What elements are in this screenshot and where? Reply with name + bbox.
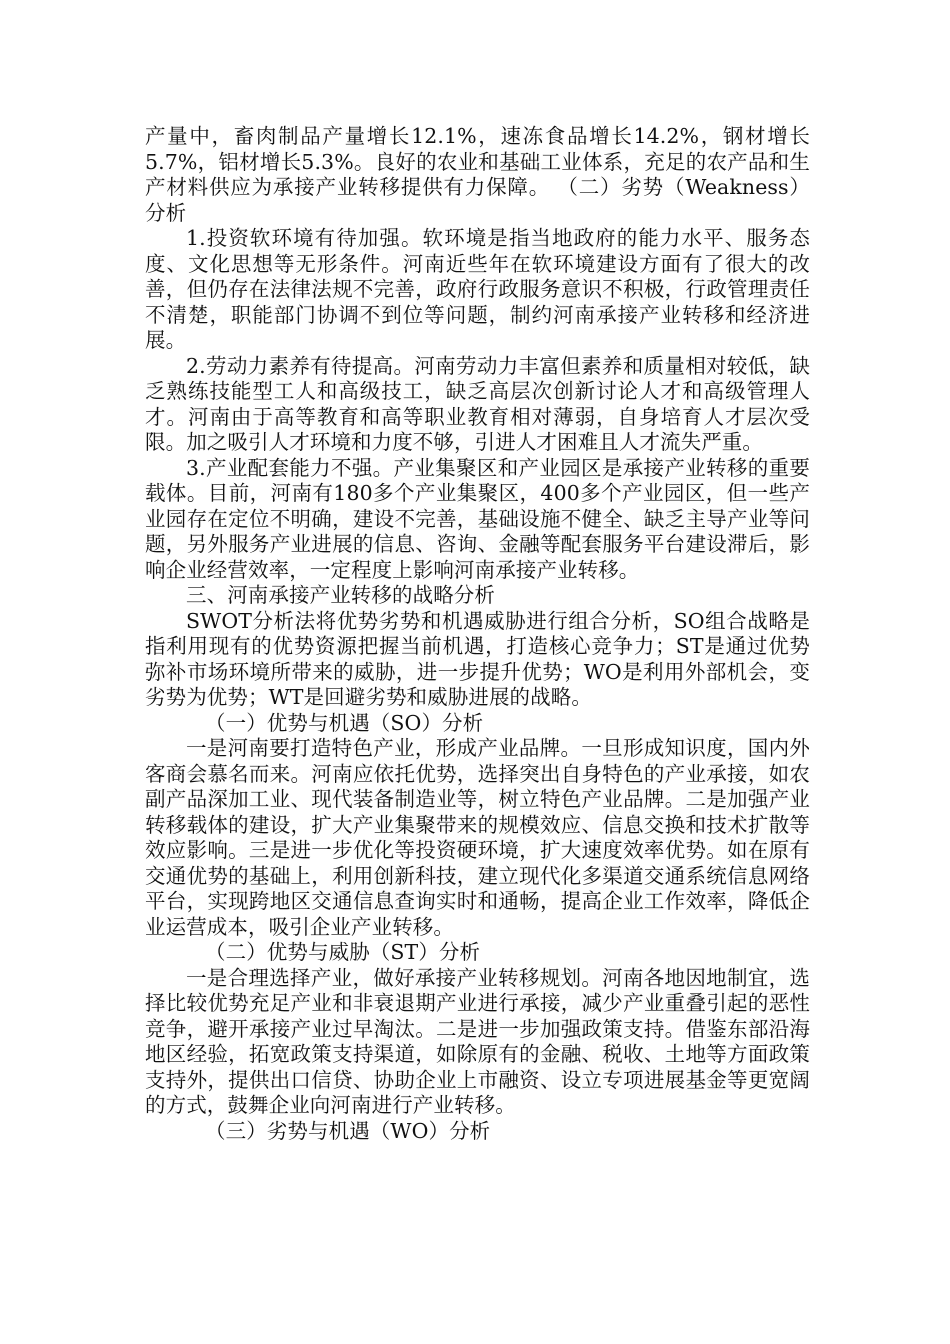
paragraph-weakness-intro: 产量中，畜肉制品产量增长12.1%，速冻食品增长14.2%，钢材增长5.7%，铝材增长5.3%。良好的农业和基础工业体系，充足的农产品和生产材料供应为承接产业转移提供有力保障。 （二）劣势（Weakness）分析 (145, 124, 810, 225)
paragraph-swot-overview: SWOT分析法将优势劣势和机遇威胁进行组合分析，SO组合战略是指利用现有的优势资源把握当前机遇，打造核心竞争力；ST是通过优势弥补市场环境所带来的威胁，进一步提升优势；WO是利用外部机会，变劣势为优势；WT是回避劣势和威胁进展的战略。 (145, 608, 810, 709)
document-page (145, 124, 810, 1144)
paragraph-industry-support: 3.产业配套能力不强。产业集聚区和产业园区是承接产业转移的重要载体。目前，河南有180多个产业集聚区，400多个产业园区，但一些产业园存在定位不明确，建设不完善，基础设施不健全、缺乏主导产业等问题，另外服务产业进展的信息、咨询、金融等配套服务平台建设滞后，影响企业经营效率，一定程度上影响河南承接产业转移。 (145, 455, 810, 582)
subheading-wo: （三）劣势与机遇（WO）分析 (205, 1118, 491, 1143)
subheading-st: （二）优势与威胁（ST）分析 (205, 940, 481, 964)
subheading-so: （一）优势与机遇（SO）分析 (205, 710, 484, 735)
paragraph-labor-quality: 2.劳动力素养有待提高。河南劳动力丰富但素养和质量相对较低，缺乏熟练技能型工人和高级技工，缺乏高层次创新讨论人才和高级管理人才。河南由于高等教育和高等职业教育相对薄弱，自身培育人才层次受限。加之吸引人才环境和力度不够，引进人才困难且人才流失严重。 (145, 353, 810, 454)
paragraph-soft-environment: 1.投资软环境有待加强。软环境是指当地政府的能力水平、服务态度、文化思想等无形条件。河南近些年在软环境建设方面有了很大的改善，但仍存在法律法规不完善，政府行政服务意识不积极，行政管理责任不清楚，职能部门协调不到位等问题，制约河南承接产业转移和经济进展。 (145, 226, 810, 352)
paragraph-so-analysis: 一是河南要打造特色产业，形成产业品牌。一旦形成知识度，国内外客商会慕名而来。河南应依托优势，选择突出自身特色的产业承接，如农副产品深加工业、现代装备制造业等，树立特色产业品牌。二是加强产业转移载体的建设，扩大产业集聚带来的规模效应、信息交换和技术扩散等效应影响。三是进一步优化等投资硬环境，扩大速度效率优势。如在原有交通优势的基础上，利用创新科技，建立现代化多渠道交通系统信息网络平台，实现跨地区交通信息查询实时和通畅，提高企业工作效率，降低企业运营成本，吸引企业产业转移。 (145, 736, 810, 939)
section-heading-strategy: 三、河南承接产业转移的战略分析 (186, 583, 495, 607)
paragraph-st-analysis: 一是合理选择产业，做好承接产业转移规划。河南各地因地制宜，选择比较优势充足产业和非衰退期产业进行承接，减少产业重叠引起的恶性竞争，避开承接产业过早淘汰。二是进一步加强政策支持。借鉴东部沿海地区经验，拓宽政策支持渠道，如除原有的金融、税收、土地等方面政策支持外，提供出口信贷、协助企业上市融资、设立专项进展基金等更宽阔的方式，鼓舞企业向河南进行产业转移。 (145, 965, 810, 1117)
